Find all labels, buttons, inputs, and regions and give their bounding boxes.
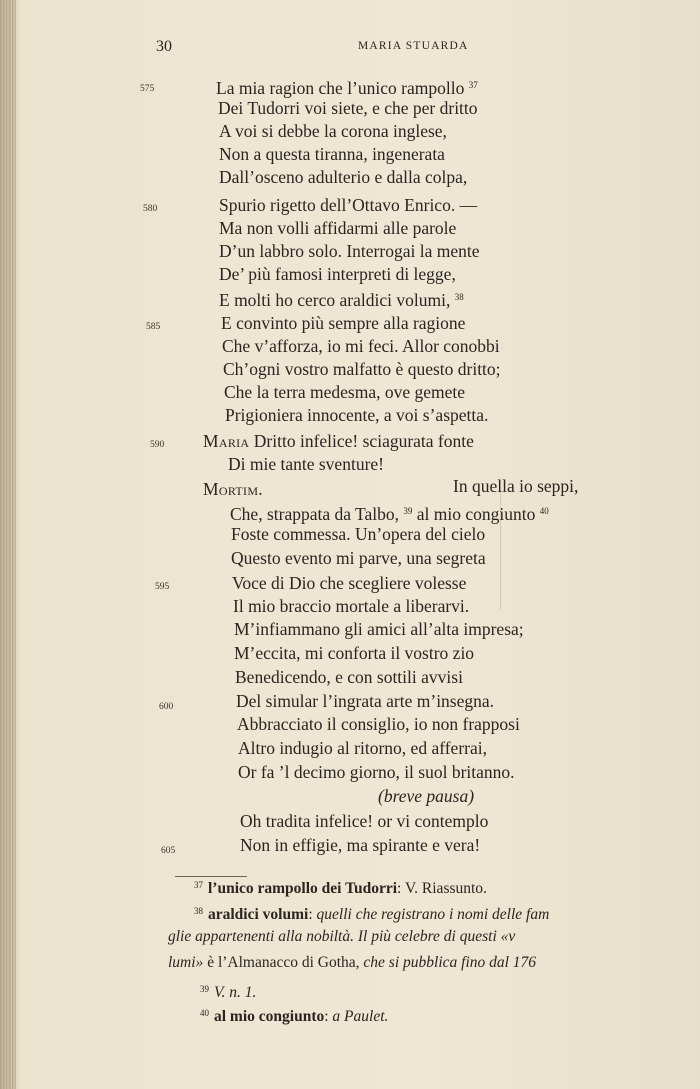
page-edge [0, 0, 16, 1089]
footnote-gloss: a Paulet. [332, 1008, 389, 1025]
footnote-term: al mio congiunto [214, 1008, 325, 1025]
verse-text: E molti ho cerco araldici volumi, [219, 290, 451, 310]
footnote-gloss: è l’Almanacco di Gotha, [207, 954, 360, 971]
verse-line: Dei Tudorri voi siete, e che per dritto [218, 98, 478, 118]
footnote-ref: 37 [468, 80, 478, 90]
stage-direction: (breve pausa) [378, 786, 475, 806]
line-number: 590 [150, 440, 165, 450]
verse-line: In quella io seppi, [453, 476, 579, 496]
speaker-mortimer: Mortim. [203, 479, 263, 499]
footnote-number: 39 [200, 984, 209, 994]
verse-text: Che, strappata da Talbo, [230, 504, 400, 524]
verse-line [203, 430, 474, 452]
footnote-separator: : [308, 906, 313, 923]
verse-line: Questo evento mi parve, una segreta [231, 548, 486, 568]
verse-text: La mia ragion che l’unico rampollo [216, 78, 465, 98]
footnote-gloss: quelli che registrano i nomi delle fam [316, 906, 550, 923]
verse-line: Di mie tante sventure! [228, 454, 384, 474]
line-number: 585 [146, 322, 161, 332]
footnote-continuation [168, 952, 536, 974]
running-title: MARIA STUARDA [358, 40, 469, 52]
verse-line: M’eccita, mi conforta il vostro zio [234, 643, 475, 663]
page-number: 30 [156, 38, 172, 55]
footnote-ref: 40 [539, 506, 549, 516]
page-header [0, 38, 700, 58]
verse-line [219, 286, 464, 311]
footnote-gloss: lumi» [168, 954, 204, 971]
footnote-number: 37 [194, 880, 203, 890]
footnote-ref: 39 [403, 506, 413, 516]
verse-line: Oh tradita infelice! or vi contemplo [240, 811, 489, 831]
verse-line: E convinto più sempre alla ragione [221, 313, 466, 333]
verse-line: Or fa ’l decimo giorno, il suol britanno. [238, 762, 515, 782]
verse-line: Voce di Dio che scegliere volesse [232, 573, 467, 593]
verse-line: Che la terra medesma, ove gemete [224, 382, 466, 402]
line-number: 580 [143, 204, 158, 214]
verse-line: Del simular l’ingrata arte m’insegna. [236, 691, 495, 711]
footnote-number: 38 [194, 906, 203, 916]
verse-line [203, 478, 263, 500]
verse-line: Spurio rigetto dell’Ottavo Enrico. — [219, 195, 478, 215]
verse-text: al mio congiunto [416, 504, 536, 524]
verse-line: A voi si debbe la corona inglese, [219, 121, 447, 141]
verse-line: D’un labbro solo. Interrogai la mente [219, 241, 480, 261]
verse-line: Che v’afforza, io mi feci. Allor conobbi [222, 336, 500, 356]
verse-line: Ch’ogni vostro malfatto è questo dritto; [223, 359, 501, 379]
verse-line: Abbracciato il consiglio, io non frapposi [237, 714, 520, 734]
verse-line: Altro indugio al ritorno, ed afferrai, [238, 738, 487, 758]
footnote-term: l’unico rampollo dei Tudorri [208, 880, 398, 897]
footnote-separator: : [397, 880, 402, 897]
verse-line: Foste commessa. Un’opera del cielo [231, 524, 486, 544]
footnote-gloss: che si pubblica fino dal 176 [363, 954, 537, 971]
verse-line: Ma non volli affidarmi alle parole [219, 218, 457, 238]
footnote-ref: 38 [454, 292, 464, 302]
footnote-40 [200, 1002, 388, 1028]
speaker-maria: Maria [203, 431, 250, 451]
line-number: 595 [155, 582, 170, 592]
verse-line [230, 500, 549, 525]
footnote-separator: : [324, 1008, 329, 1025]
footnote-37 [194, 874, 487, 900]
line-number: 575 [140, 84, 155, 94]
verse-line: Prigioniera innocente, a voi s’aspetta. [225, 405, 489, 425]
verse-line: Dall’osceno adulterio e dalla colpa, [219, 167, 468, 187]
footnote-gloss: V. n. 1. [214, 984, 257, 1001]
footnote-gloss: V. Riassunto. [404, 880, 487, 897]
verse-line: Il mio braccio mortale a liberarvi. [233, 596, 470, 616]
line-number: 605 [161, 846, 176, 856]
verse-text: Dritto infelice! sciagurata fonte [253, 431, 474, 451]
verse-line: Non a questa tiranna, ingenerata [219, 144, 445, 164]
footnote-continuation: glie appartenenti alla nobiltà. Il più celebre di questi «v [168, 928, 516, 945]
verse-line: De’ più famosi interpreti di legge, [219, 264, 456, 284]
footnote-38 [194, 900, 549, 926]
verse-line [216, 74, 478, 99]
footnote-term: araldici volumi [208, 906, 309, 923]
footnote-number: 40 [200, 1008, 209, 1018]
verse-line: M’infiammano gli amici all’alta impresa; [234, 619, 524, 639]
verse-line: Non in effigie, ma spirante e vera! [240, 835, 481, 855]
footnote-39 [200, 978, 256, 1004]
line-number: 600 [159, 702, 174, 712]
verse-line: Benedicendo, e con sottili avvisi [235, 667, 463, 687]
